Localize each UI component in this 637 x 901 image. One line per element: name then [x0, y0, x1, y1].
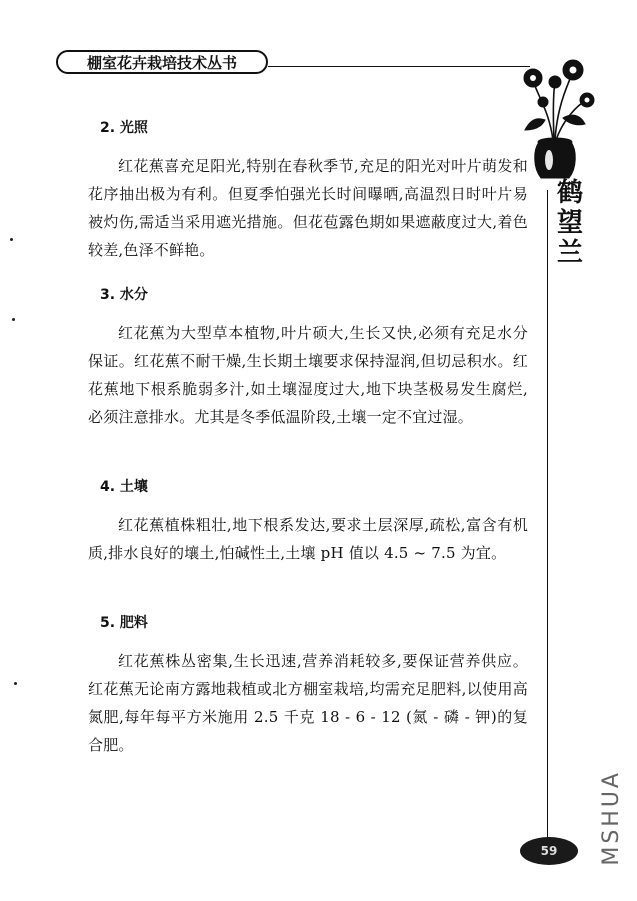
page-number-badge	[520, 837, 578, 865]
side-title-char-1: 鹤	[556, 178, 583, 208]
side-title-char-3: 兰	[556, 238, 583, 268]
side-title	[553, 178, 587, 268]
section-heading-water: 3. 水分	[100, 287, 148, 303]
series-title: 棚室花卉栽培技术丛书	[86, 53, 237, 72]
section-heading-soil: 4. 土壤	[100, 479, 148, 495]
scan-speck	[10, 238, 13, 241]
section-paragraph-soil: 红花蕉植株粗壮,地下根系发达,要求土层深厚,疏松,富含有机质,排水良好的壤土,怕碱性土,土壤 pH 值以 4.5 ~ 7.5 为宜。	[88, 516, 528, 562]
section-paragraph-fertilizer: 红花蕉株丛密集,生长迅速,营养消耗较多,要保证营养供应。红花蕉无论南方露地栽植或北方棚室栽培,均需充足肥料,以使用高氮肥,每年每平方米施用 2.5 千克 18 - 6 - 12 (氮 - 磷 - 钾)的复合肥。	[88, 652, 528, 754]
scan-speck	[14, 682, 17, 685]
section-heading-light: 2. 光照	[100, 120, 148, 136]
section-paragraph-light: 红花蕉喜充足阳光,特别在春秋季节,充足的阳光对叶片萌发和花序抽出极为有利。但夏季怕强光长时间曝晒,高温烈日时叶片易被灼伤,需适当采用遮光措施。但花苞露色期如果遮蔽度过大,着色较差,色泽不鲜艳。	[88, 157, 528, 259]
section-paragraph-water: 红花蕉为大型草本植物,叶片硕大,生长又快,必须有充足水分保证。红花蕉不耐干燥,生长期土壤要求保持湿润,但切忌积水。红花蕉地下根系脆弱多汁,如土壤湿度过大,地下块茎极易发生腐烂,必须注意排水。尤其是冬季低温阶段,土壤一定不宜过湿。	[88, 324, 528, 426]
page-number: 59	[540, 844, 558, 858]
series-title-badge	[56, 50, 268, 74]
margin-rule	[547, 190, 548, 845]
scan-speck	[12, 318, 15, 321]
header-rule	[268, 66, 530, 67]
section-heading-fertilizer: 5. 肥料	[100, 615, 148, 631]
side-title-char-2: 望	[556, 208, 583, 238]
watermark: MSHUA	[599, 770, 624, 866]
